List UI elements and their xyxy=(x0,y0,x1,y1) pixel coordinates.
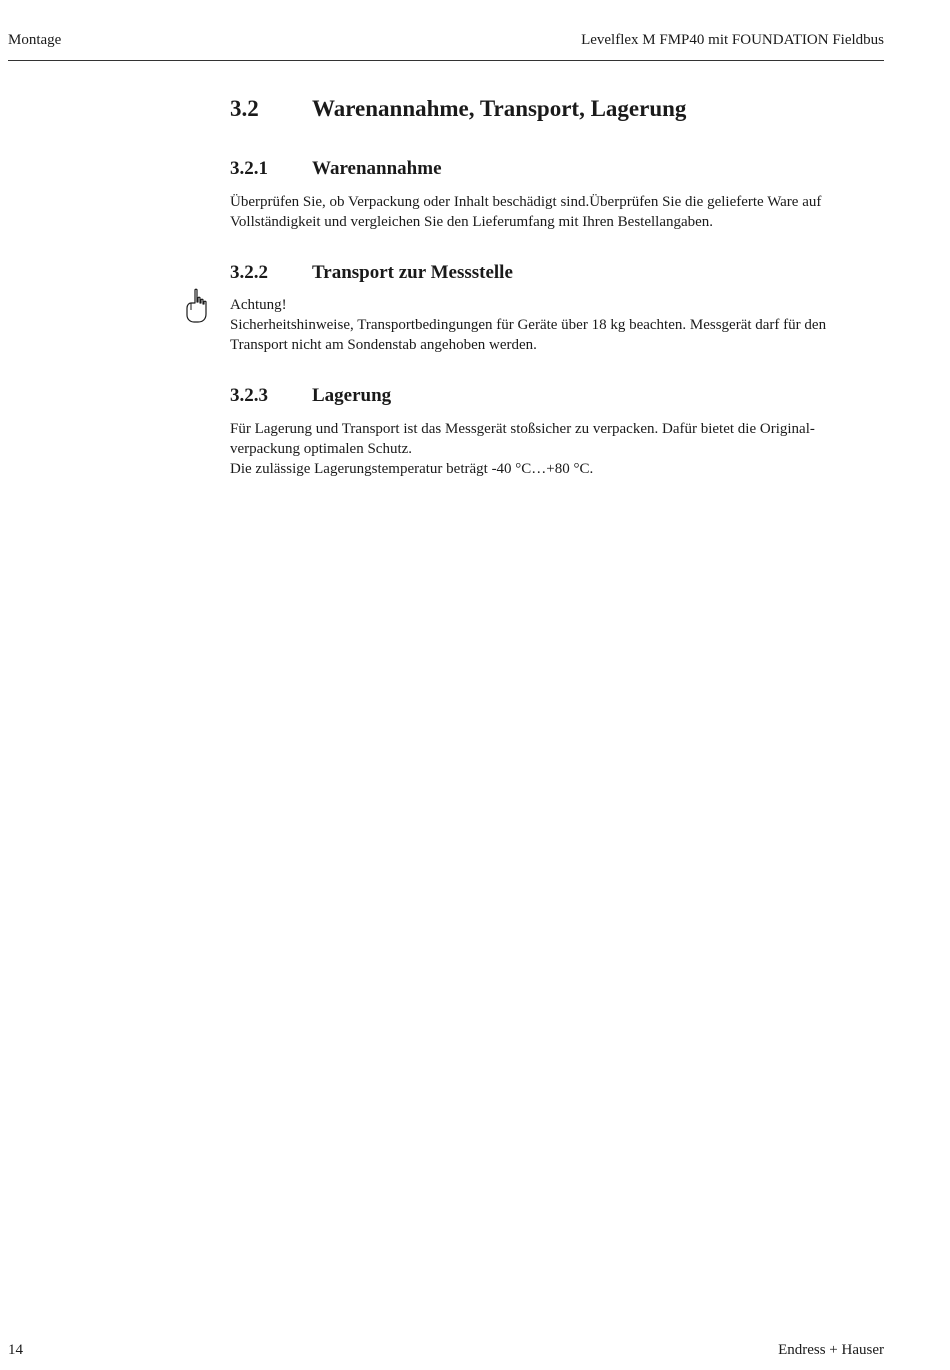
page-number: 14 xyxy=(8,1342,23,1358)
text-line: Transport nicht am Sondenstab angehoben werden. xyxy=(230,337,537,353)
page-header xyxy=(8,32,884,52)
paragraph-transport xyxy=(230,295,890,355)
subsection-heading-warenannahme xyxy=(230,158,442,180)
paragraph-lagerung xyxy=(230,419,890,479)
pointing-hand-icon xyxy=(185,288,207,324)
section-number: 3.2 xyxy=(230,96,259,121)
header-product-title: Levelflex M FMP40 mit FOUNDATION Fieldbus xyxy=(581,32,884,48)
text-line: Sicherheitshinweise, Transportbedingungen für Geräte über 18 kg beachten. Messgerät darf für den xyxy=(230,317,827,333)
caution-label: Achtung! xyxy=(230,297,287,313)
subsection-title: Warenannahme xyxy=(312,158,442,179)
subsection-heading-lagerung xyxy=(230,385,391,407)
header-section-title: Montage xyxy=(8,32,62,48)
text-line: Vollständigkeit und vergleichen Sie den Lieferumfang mit Ihren Bestellangaben. xyxy=(230,214,714,230)
subsection-number: 3.2.1 xyxy=(230,158,268,179)
text-line: Die zulässige Lagerungstemperatur beträgt -40 °C…+80 °C. xyxy=(230,461,594,477)
page-footer xyxy=(8,1342,884,1362)
text-line: verpackung optimalen Schutz. xyxy=(230,441,413,457)
subsection-number: 3.2.3 xyxy=(230,385,268,406)
subsection-number: 3.2.2 xyxy=(230,262,268,283)
subsection-heading-transport xyxy=(230,262,513,284)
header-divider xyxy=(8,60,884,61)
company-name: Endress + Hauser xyxy=(778,1342,884,1358)
subsection-title: Transport zur Messstelle xyxy=(312,262,513,283)
section-heading xyxy=(230,96,686,122)
paragraph-warenannahme xyxy=(230,192,890,232)
text-line: Für Lagerung und Transport ist das Messgerät stoßsicher zu verpacken. Dafür bietet die Original- xyxy=(230,421,815,437)
subsection-title: Lagerung xyxy=(312,385,392,406)
text-line: Überprüfen Sie, ob Verpackung oder Inhalt beschädigt sind.Überprüfen Sie die gelieferte Ware auf xyxy=(230,194,822,210)
section-title: Warenannahme, Transport, Lagerung xyxy=(312,96,687,121)
